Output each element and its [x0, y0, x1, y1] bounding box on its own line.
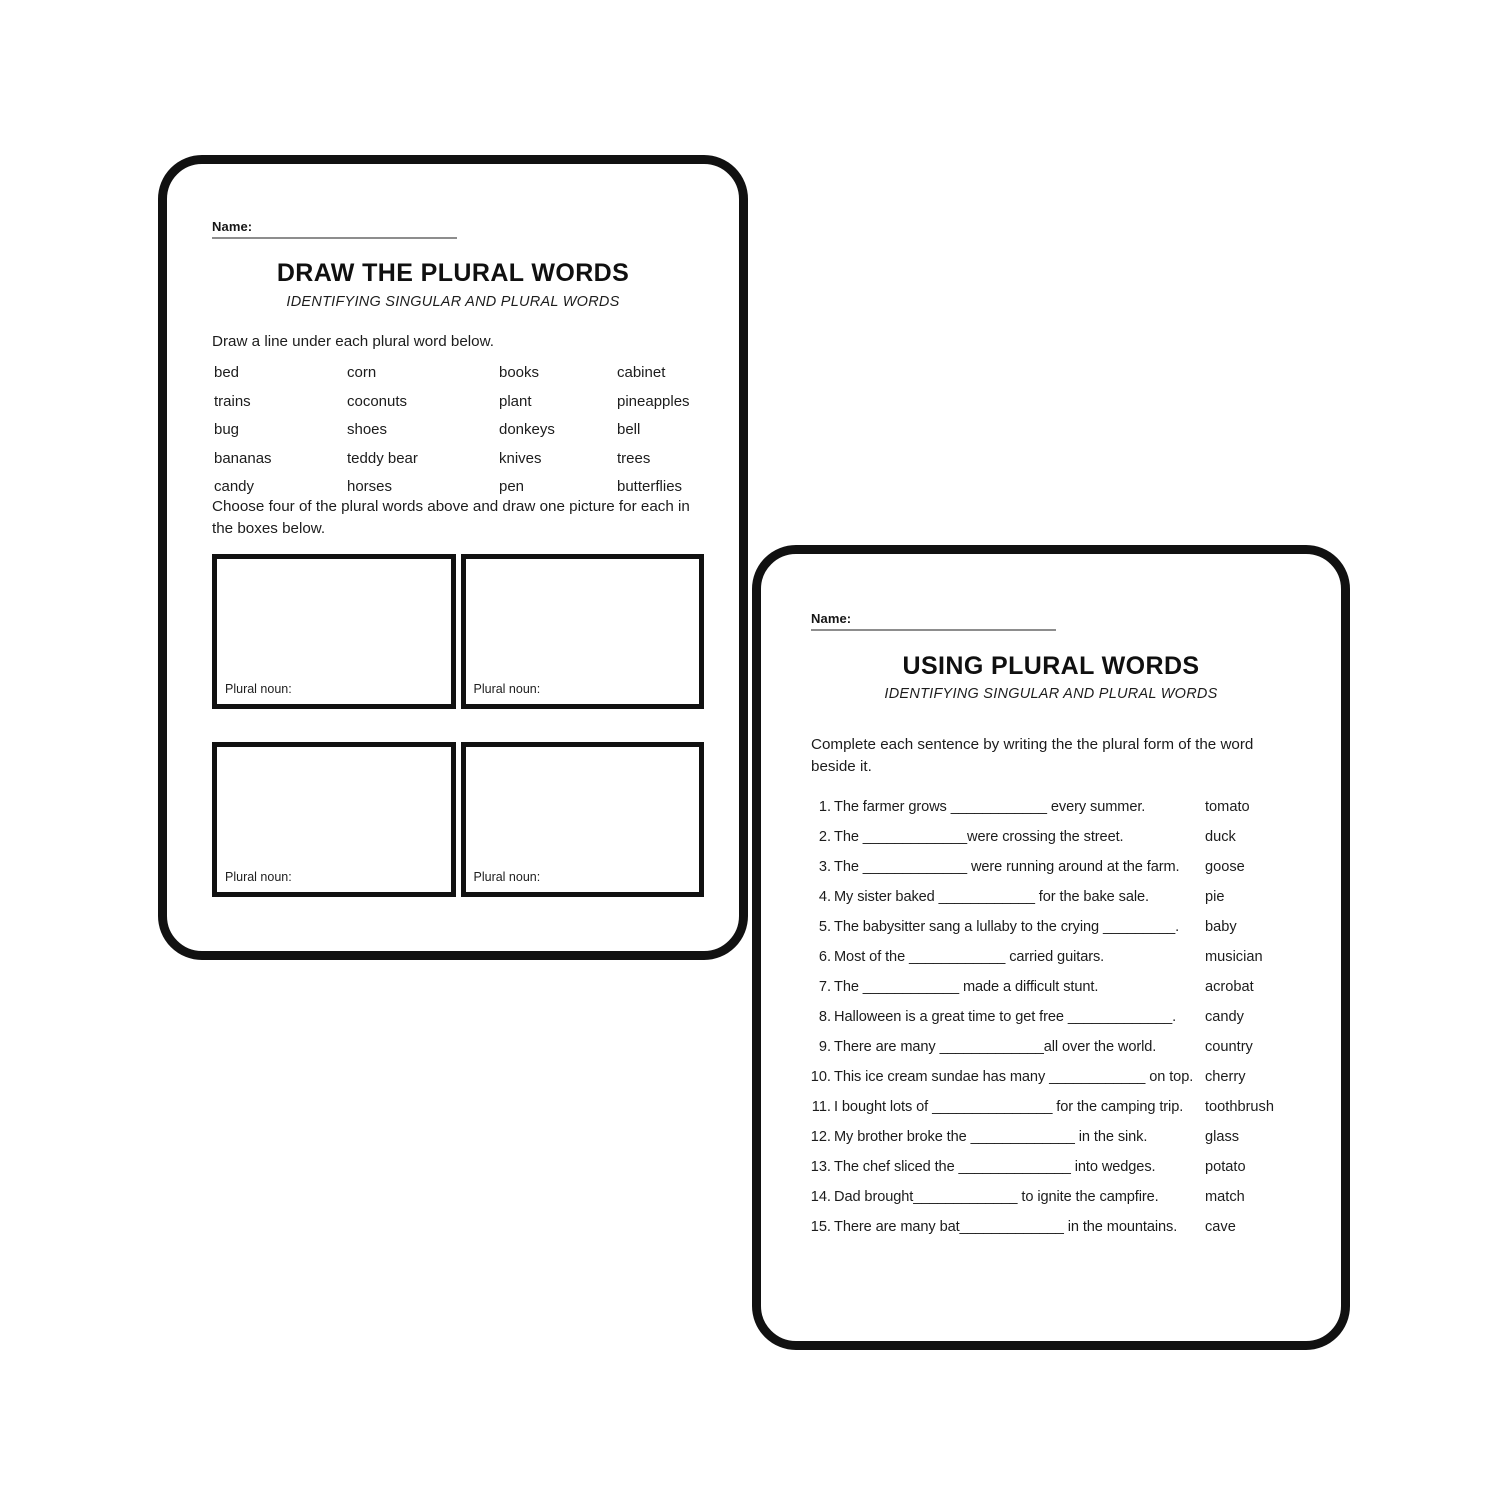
- plural-word-item[interactable]: bed: [214, 364, 240, 381]
- name-label: Name:: [811, 611, 852, 626]
- draw-box-label: Plural noun:: [473, 682, 541, 696]
- sentence-text[interactable]: The ____________ made a difficult stunt.: [834, 979, 1099, 995]
- singular-word-prompt: potato: [1205, 1159, 1246, 1175]
- singular-word-prompt: cave: [1205, 1219, 1236, 1235]
- plural-word-item[interactable]: cabinet: [617, 364, 666, 381]
- plural-word-item[interactable]: trees: [617, 449, 651, 467]
- plural-word-item[interactable]: donkeys: [499, 421, 555, 438]
- draw-box-label: Plural noun:: [225, 682, 292, 696]
- sentence-number: 1.: [818, 799, 831, 815]
- draw-box[interactable]: [461, 742, 705, 897]
- sentence-number: 10.: [810, 1069, 831, 1085]
- sentence-number: 2.: [818, 829, 831, 845]
- plural-word-item[interactable]: pineapples: [617, 392, 690, 410]
- page-title-draw: DRAW THE PLURAL WORDS: [276, 259, 630, 287]
- plural-word-item[interactable]: plant: [499, 392, 532, 410]
- singular-word-prompt: candy: [1205, 1009, 1244, 1025]
- sentence-text[interactable]: My brother broke the _____________ in the sink.: [834, 1129, 1148, 1145]
- sentence-text[interactable]: The farmer grows ____________ every summer.: [834, 799, 1146, 815]
- plural-word-item[interactable]: bell: [617, 421, 641, 438]
- singular-word-prompt: musician: [1205, 949, 1263, 965]
- singular-word-prompt: toothbrush: [1205, 1099, 1274, 1115]
- plural-word-item[interactable]: pen: [499, 478, 525, 495]
- draw-box-row-bottom: [212, 742, 704, 897]
- plural-word-item[interactable]: bananas: [214, 449, 272, 467]
- sentence-number: 6.: [818, 949, 831, 965]
- sentence-text[interactable]: There are many bat_____________ in the mountains.: [834, 1219, 1178, 1235]
- sentence-text[interactable]: Most of the ____________ carried guitars.: [834, 949, 1105, 965]
- sentence-row: [805, 919, 1315, 949]
- sentence-row: [805, 1009, 1315, 1039]
- sentence-number: 4.: [818, 889, 831, 905]
- sentence-row: [805, 949, 1315, 979]
- singular-word-prompt: match: [1205, 1189, 1245, 1205]
- plural-word-item[interactable]: shoes: [347, 421, 388, 438]
- page-subtitle-using: IDENTIFYING SINGULAR AND PLURAL WORDS: [884, 686, 1218, 702]
- singular-word-prompt: country: [1205, 1039, 1253, 1055]
- sentence-list: [805, 799, 1315, 1249]
- sentence-number: 9.: [818, 1039, 831, 1055]
- sentence-number: 3.: [818, 859, 831, 875]
- singular-word-prompt: pie: [1205, 889, 1225, 905]
- name-underline: [212, 237, 457, 239]
- sentence-text[interactable]: This ice cream sundae has many ____________ on top.: [834, 1069, 1194, 1085]
- plural-word-item[interactable]: horses: [347, 478, 393, 495]
- sentence-text[interactable]: Halloween is a great time to get free _____________.: [834, 1009, 1177, 1025]
- plural-word-item[interactable]: butterflies: [617, 478, 683, 495]
- instruction-complete-sentences: Complete each sentence by writing the the plural form of the word beside it.: [811, 736, 1254, 776]
- instruction-underline-plurals: Draw a line under each plural word below.: [212, 333, 494, 350]
- draw-box[interactable]: [212, 742, 456, 897]
- sentence-text[interactable]: There are many _____________all over the world.: [834, 1039, 1157, 1055]
- singular-word-prompt: baby: [1205, 919, 1237, 935]
- singular-word-prompt: tomato: [1205, 799, 1250, 815]
- sentence-text[interactable]: The babysitter sang a lullaby to the crying _________.: [834, 919, 1180, 935]
- sentence-row: [805, 1189, 1315, 1219]
- sentence-number: 15.: [810, 1219, 831, 1235]
- sentence-row: [805, 1039, 1315, 1069]
- sentence-row: [805, 1219, 1315, 1249]
- sentence-number: 7.: [818, 979, 831, 995]
- sentence-row: [805, 1069, 1315, 1099]
- plural-word-item[interactable]: trains: [214, 392, 251, 410]
- plural-word-item[interactable]: teddy bear: [347, 449, 418, 467]
- name-field-draw[interactable]: [212, 220, 457, 239]
- singular-word-prompt: cherry: [1205, 1069, 1246, 1085]
- worksheet-using-plural-words: [752, 545, 1350, 1350]
- sentence-number: 14.: [810, 1189, 831, 1205]
- sentence-number: 5.: [818, 919, 831, 935]
- sentence-text[interactable]: The _____________ were running around at the farm.: [834, 859, 1180, 875]
- sentence-text[interactable]: I bought lots of _______________ for the camping trip.: [834, 1099, 1184, 1115]
- name-underline: [811, 629, 1056, 631]
- instruction-draw-pictures: Choose four of the plural words above and draw one picture for each in the boxes below.: [212, 498, 690, 538]
- sentence-number: 8.: [818, 1009, 831, 1025]
- sentence-number: 11.: [811, 1099, 831, 1115]
- sentence-row: [805, 799, 1315, 829]
- sentence-row: [805, 859, 1315, 889]
- plural-word-grid: [214, 364, 714, 496]
- singular-word-prompt: duck: [1205, 829, 1236, 845]
- page-subtitle-draw: IDENTIFYING SINGULAR AND PLURAL WORDS: [286, 294, 620, 310]
- draw-box-row-top: [212, 554, 704, 709]
- sentence-text[interactable]: My sister baked ____________ for the bake sale.: [834, 889, 1149, 905]
- draw-box-label: Plural noun:: [473, 870, 541, 884]
- sentence-row: [805, 1099, 1315, 1129]
- plural-word-item[interactable]: candy: [214, 478, 255, 495]
- sentence-number: 13.: [810, 1159, 831, 1175]
- sentence-row: [805, 829, 1315, 859]
- plural-word-item[interactable]: books: [499, 364, 540, 381]
- sentence-row: [805, 1129, 1315, 1159]
- plural-word-item[interactable]: knives: [499, 449, 542, 467]
- singular-word-prompt: acrobat: [1205, 979, 1254, 995]
- name-field-using[interactable]: [811, 612, 1056, 631]
- sentence-number: 12.: [810, 1129, 831, 1145]
- plural-word-item[interactable]: coconuts: [347, 392, 408, 410]
- page-title-using: USING PLURAL WORDS: [902, 652, 1200, 680]
- singular-word-prompt: goose: [1205, 859, 1245, 875]
- draw-box-label: Plural noun:: [225, 870, 292, 884]
- sentence-row: [805, 1159, 1315, 1189]
- draw-box[interactable]: [461, 554, 705, 709]
- sentence-text[interactable]: The chef sliced the ______________ into wedges.: [834, 1159, 1156, 1175]
- name-label: Name:: [212, 219, 253, 234]
- worksheet-draw-plural-words: [158, 155, 748, 960]
- singular-word-prompt: glass: [1205, 1129, 1240, 1145]
- sentence-text[interactable]: Dad brought_____________ to ignite the campfire.: [834, 1189, 1159, 1205]
- plural-word-item[interactable]: bug: [214, 421, 240, 438]
- sentence-text[interactable]: The _____________were crossing the street.: [834, 829, 1124, 845]
- plural-word-item[interactable]: corn: [347, 364, 377, 381]
- sentence-row: [805, 889, 1315, 919]
- sentence-row: [805, 979, 1315, 1009]
- draw-box[interactable]: [212, 554, 456, 709]
